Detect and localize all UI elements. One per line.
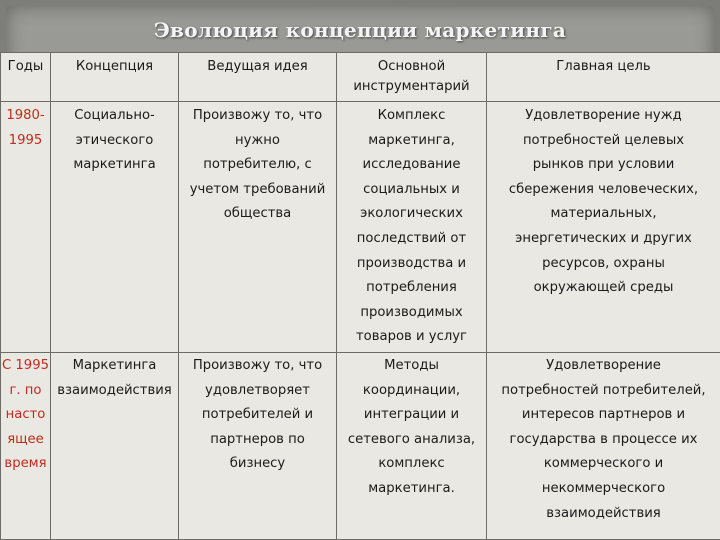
cell-goal bbox=[487, 102, 720, 353]
cell-line: бизнесу bbox=[229, 456, 286, 472]
cell-line: производимых bbox=[360, 304, 463, 320]
header-line: Концепция bbox=[75, 59, 154, 74]
cell-line: взаимодействия bbox=[546, 505, 661, 521]
cell-line: Маркетинга bbox=[72, 358, 157, 373]
header-line: инструментарий bbox=[353, 78, 470, 94]
header-line: Годы bbox=[7, 59, 44, 74]
header-concept bbox=[51, 53, 179, 102]
header-tools bbox=[337, 53, 487, 102]
cell-line: экологических bbox=[360, 206, 463, 222]
cell-line: нужно bbox=[235, 132, 280, 148]
cell-idea bbox=[179, 102, 337, 353]
cell-line: Произвожу то, что bbox=[192, 108, 323, 123]
cell-line: время bbox=[4, 456, 47, 472]
cell-line: комплекс bbox=[378, 456, 445, 472]
header-years bbox=[1, 53, 51, 102]
cell-tools bbox=[337, 353, 487, 540]
header-row bbox=[1, 53, 720, 102]
cell-line: некоммерческого bbox=[541, 480, 666, 496]
cell-line: С 1995 bbox=[2, 358, 49, 373]
cell-idea bbox=[179, 353, 337, 540]
cell-line: ящее bbox=[7, 431, 44, 447]
cell-line: координации, bbox=[362, 382, 461, 398]
cell-goal bbox=[487, 353, 720, 540]
marketing-evolution-table bbox=[0, 52, 720, 540]
cell-line: производства и bbox=[356, 255, 467, 271]
header-idea bbox=[179, 53, 337, 102]
cell-line: маркетинга. bbox=[368, 480, 455, 496]
cell-line: маркетинга, bbox=[368, 132, 455, 148]
cell-line: г. по bbox=[9, 382, 42, 398]
cell-line: интеграции и bbox=[363, 407, 460, 423]
page-title: Эволюция концепции маркетинга bbox=[153, 18, 567, 42]
cell-years bbox=[1, 102, 51, 353]
header-line: Главная цель bbox=[556, 59, 651, 74]
cell-line: окружающей среды bbox=[533, 280, 674, 296]
table-row bbox=[1, 353, 720, 540]
cell-line: товаров и услуг bbox=[356, 329, 467, 345]
cell-line: взаимодействия bbox=[57, 382, 172, 398]
cell-line: государства в процессе их bbox=[509, 431, 698, 447]
cell-line: потребителю, с bbox=[203, 157, 312, 173]
cell-line: сбережения человеческих, bbox=[508, 181, 699, 197]
cell-line: удовлетворяет bbox=[205, 382, 310, 398]
cell-line: 1995 bbox=[8, 132, 43, 148]
cell-line: Комплекс bbox=[377, 108, 446, 123]
cell-line: энергетических и других bbox=[515, 230, 692, 246]
cell-line: Социально- bbox=[74, 108, 155, 123]
cell-line: маркетинга bbox=[73, 157, 156, 173]
cell-tools bbox=[337, 102, 487, 353]
cell-line: Удовлетворение нужд bbox=[525, 108, 682, 123]
cell-line: Удовлетворение bbox=[546, 358, 661, 373]
header-line: Основной bbox=[377, 59, 446, 74]
cell-line: ресурсов, охраны bbox=[542, 255, 665, 271]
cell-line: коммерческого и bbox=[543, 456, 664, 472]
cell-line: исследование bbox=[362, 157, 461, 173]
cell-line: потребителей и bbox=[201, 407, 314, 423]
cell-line: Методы bbox=[384, 358, 439, 373]
cell-line: общества bbox=[223, 206, 292, 222]
cell-line: учетом требований bbox=[189, 181, 326, 197]
cell-line: рынков при условии bbox=[532, 157, 675, 173]
cell-years bbox=[1, 353, 51, 540]
cell-line: социальных и bbox=[363, 181, 460, 197]
cell-line: Произвожу то, что bbox=[192, 358, 323, 373]
cell-line: последствий от bbox=[356, 230, 467, 246]
cell-line: интересов партнеров и bbox=[521, 407, 686, 423]
cell-line: потребностей целевых bbox=[522, 132, 685, 148]
cell-concept bbox=[51, 102, 179, 353]
cell-line: насто bbox=[5, 407, 46, 423]
cell-line: этического bbox=[75, 132, 154, 148]
cell-line: потребления bbox=[366, 280, 457, 296]
cell-line: партнеров по bbox=[210, 431, 305, 447]
cell-line: 1980- bbox=[6, 108, 45, 123]
cell-line: материальных, bbox=[550, 206, 657, 222]
cell-concept bbox=[51, 353, 179, 540]
header-line: Ведущая идея bbox=[207, 59, 308, 74]
table-row bbox=[1, 102, 720, 353]
cell-line: сетевого анализа, bbox=[347, 431, 476, 447]
cell-line: потребностей потребителей, bbox=[501, 382, 706, 398]
header-goal bbox=[487, 53, 720, 102]
